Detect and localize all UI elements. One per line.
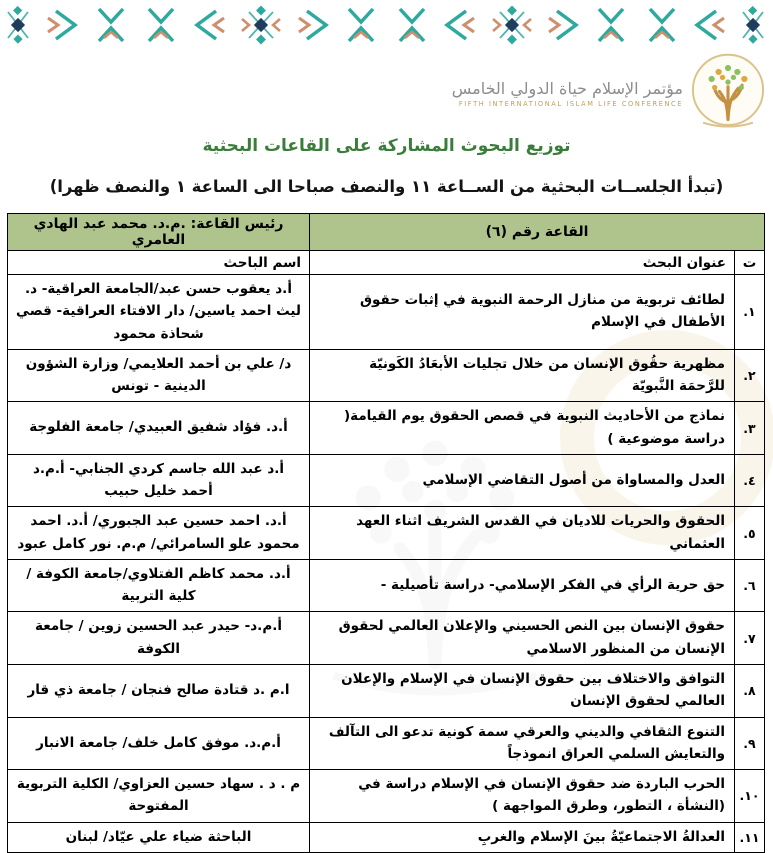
table-row: [8, 612, 765, 665]
x-motif-icon: [341, 5, 381, 45]
researcher-name: أ.د. احمد حسين عبد الجبوري/ أ.د. احمد محمود علو السامرائي/ م.م. نور كامل عبود: [8, 507, 310, 560]
border-motif-medEdge: [4, 5, 34, 45]
x-motif-icon: [591, 5, 631, 45]
table-header-room-row: [8, 214, 765, 251]
border-motif-med: [238, 5, 284, 45]
border-motif-medEdge: [739, 5, 769, 45]
researcher-name: أ.م.د- حيدر عبد الحسين زوين / جامعة الكوفة: [8, 612, 310, 665]
paper-title: التوافق والاختلاف بين حقوق الإنسان في الإسلام والإعلان العالمي لحقوق الإنسان: [310, 664, 735, 717]
border-motif-med: [489, 5, 535, 45]
row-number: ٧.: [735, 612, 765, 665]
chevron-left-icon: [442, 5, 478, 45]
paper-title: العدل والمساواة من أصول التقاضي الإسلامي: [310, 454, 735, 507]
table-row: [8, 559, 765, 612]
table-row: [8, 349, 765, 402]
border-motif-chevL: [692, 5, 728, 45]
room-number-header: القاعة رقم (٦): [310, 214, 765, 251]
page-title: توزيع البحوث المشاركة على القاعات البحثية: [202, 136, 571, 156]
paper-title: مظهرية حقُوق الإنسان من خلال تجليات الأبعَادُ الكَونيّة للرَّحمَة النَّبويّة: [310, 349, 735, 402]
medallion-motif-icon: [238, 5, 284, 45]
col-header-researcher: اسم الباحث: [8, 251, 310, 275]
researcher-name: أ.د. فؤاد شفيق العبيدي/ جامعة الفلوجة: [8, 402, 310, 455]
row-number: ٤.: [735, 454, 765, 507]
paper-title: الحقوق والحريات للاديان في القدس الشريف اثناء العهد العثماني: [310, 507, 735, 560]
row-number: ١.: [735, 275, 765, 350]
row-number: ٩.: [735, 717, 765, 770]
x-motif-icon: [642, 5, 682, 45]
room-chair-header: رئيس القاعة: .م.د. محمد عبد الهادي العامري: [8, 214, 310, 251]
table-header-columns-row: [8, 251, 765, 275]
border-motif-xm: [392, 5, 432, 45]
border-motif-xm: [141, 5, 181, 45]
table-row: [8, 770, 765, 823]
paper-title: التنوع الثقافي والديني والعرقي سمة كونية تدعو الى التآلف والتعايش السلمي العراق انموذجاً: [310, 717, 735, 770]
paper-title: حقوق الإنسان بين النص الحسيني والإعلان العالمي لحقوق الإنسان من المنظور الاسلامي: [310, 612, 735, 665]
x-motif-icon: [141, 5, 181, 45]
chevron-right-icon: [545, 5, 581, 45]
table-row: [8, 822, 765, 852]
table-row: [8, 275, 765, 350]
border-motif-chevL: [442, 5, 478, 45]
row-number: ٢.: [735, 349, 765, 402]
border-motif-chevR: [545, 5, 581, 45]
researcher-name: أ.د. محمد كاظم الفتلاوي/جامعة الكوفة / كلية التربية: [8, 559, 310, 612]
row-number: ٥.: [735, 507, 765, 560]
researcher-name: ا.م .د قتادة صالح فنجان / جامعة ذي قار: [8, 664, 310, 717]
col-header-paper-title: عنوان البحث: [310, 251, 735, 275]
chevron-right-icon: [44, 5, 80, 45]
researcher-name: أ.م.د. موفق كامل خلف/ جامعة الانبار: [8, 717, 310, 770]
border-motif-xm: [642, 5, 682, 45]
logo-arabic-title: مؤتمر الإسلام حياة الدولي الخامس: [451, 78, 683, 98]
researcher-name: أ.د يعقوب حسن عبد/الجامعة العراقية- د. ليث احمد ياسين/ دار الافتاء العراقية- قصي شحاذة محمود: [8, 275, 310, 350]
conference-logo: [451, 52, 767, 134]
x-motif-icon: [392, 5, 432, 45]
chevron-left-icon: [692, 5, 728, 45]
paper-title: حق حرية الرأي في الفكر الإسلامي- دراسة تأصيلية -: [310, 559, 735, 612]
logo-text-block: [452, 79, 683, 108]
border-motif-xm: [91, 5, 131, 45]
logo-english-title: FIFTH INTERNATIONAL ISLAM LIFE CONFERENCE: [458, 99, 683, 108]
table-row: [8, 664, 765, 717]
x-motif-icon: [91, 5, 131, 45]
table-row: [8, 717, 765, 770]
border-motif-chevL: [192, 5, 228, 45]
col-header-number: ت: [735, 251, 765, 275]
researcher-name: الباحثة ضياء علي عيّاد/ لبنان: [8, 822, 310, 852]
paper-title: العدالةُ الاجتماعيّةُ بينَ الإسلام والغربِ: [310, 822, 735, 852]
paper-title: الحرب الباردة ضد حقوق الإنسان في الإسلام دراسة في (النشأة ، التطور، وطرق المواجهة ): [310, 770, 735, 823]
border-motif-chevR: [44, 5, 80, 45]
table-row: [8, 507, 765, 560]
researcher-name: م . د . سهاد حسين العزاوي/ الكلية التربوية المفتوحة: [8, 770, 310, 823]
medallion-motif-icon: [489, 5, 535, 45]
chevron-right-icon: [295, 5, 331, 45]
tree-logo-icon: [689, 52, 767, 134]
chevron-left-icon: [192, 5, 228, 45]
medallion-edge-icon: [4, 5, 34, 45]
page-subtitle: (تبدأ الجلســات البحثية من الســاعة ١١ والنصف صباحا الى الساعة ١ والنصف ظهرا): [49, 177, 724, 196]
border-motif-xm: [591, 5, 631, 45]
paper-title: لطائف تربوية من منازل الرحمة النبوية في إثبات حقوق الأطفال في الإسلام: [310, 275, 735, 350]
paper-title: نماذج من الأحاديث النبوية في قصص الحقوق يوم القيامة( دراسة موضوعية ): [310, 402, 735, 455]
researcher-name: أ.د عبد الله جاسم كردي الجنابي- أ.م.د أحمد خليل حبيب: [8, 454, 310, 507]
row-number: ١١.: [735, 822, 765, 852]
row-number: ٨.: [735, 664, 765, 717]
border-motif-xm: [341, 5, 381, 45]
medallion-edge-icon: [739, 5, 769, 45]
researcher-name: د/ علي بن أحمد العلايمي/ وزارة الشؤون الدينية - تونس: [8, 349, 310, 402]
row-number: ٣.: [735, 402, 765, 455]
decorative-border: [0, 3, 773, 47]
papers-table: [7, 213, 765, 853]
border-motif-chevR: [295, 5, 331, 45]
row-number: ١٠.: [735, 770, 765, 823]
row-number: ٦.: [735, 559, 765, 612]
table-row: [8, 402, 765, 455]
table-row: [8, 454, 765, 507]
